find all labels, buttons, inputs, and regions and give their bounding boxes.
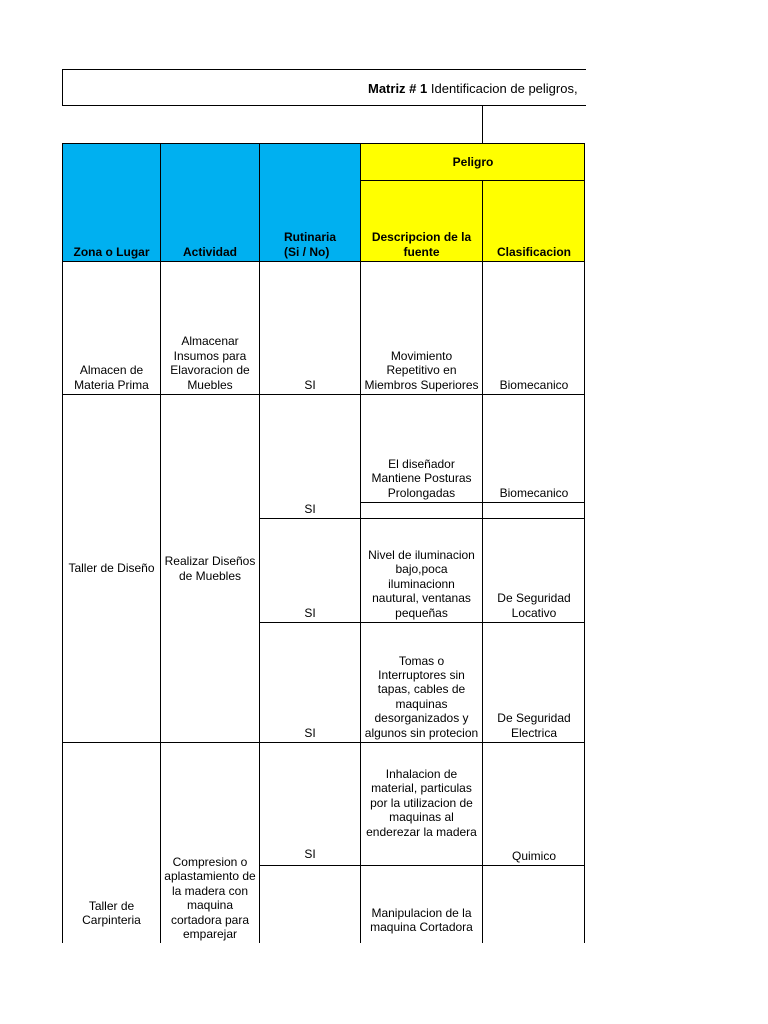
row1-descripcion: Movimiento Repetitivo en Miembros Superiores <box>360 261 482 394</box>
header-peligro: Peligro <box>360 143 585 180</box>
matrix-title-text: Identificacion de peligros, <box>430 81 578 96</box>
row1-rutinaria: SI <box>259 261 360 394</box>
matrix-title-number: Matriz # 1 <box>368 81 428 96</box>
row2a-descripcion: El diseñador Mantiene Posturas Prolongadas <box>360 394 482 502</box>
page-bottom-margin <box>0 943 768 1024</box>
row3a-descripcion: Inhalacion de material, particulas por la utilizacion de maquinas al enderezar la madera <box>360 742 482 865</box>
row3a-rutinaria: SI <box>259 742 360 865</box>
row3a-clasificacion: Quimico <box>482 742 585 865</box>
row1-actividad: Almacenar Insumos para Elavoracion de Muebles <box>160 261 259 394</box>
row3-zona: Taller de Carpinteria <box>62 742 160 962</box>
row2c-rutinaria: SI <box>259 622 360 742</box>
header-actividad: Actividad <box>160 143 259 261</box>
row1-zona: Almacen de Materia Prima <box>62 261 160 394</box>
matrix-title-box <box>62 69 586 106</box>
row2-zona: Taller de Diseño <box>62 394 160 742</box>
row2-actividad: Realizar Diseños de Muebles <box>160 394 259 742</box>
row2c-descripcion: Tomas o Interruptores sin tapas, cables de maquinas desorganizados y algunos sin protecion <box>360 622 482 742</box>
header-descripcion: Descripcion de la fuente <box>360 180 482 261</box>
header-zona: Zona o Lugar <box>62 143 160 261</box>
row2b-descripcion: Nivel de iluminacion bajo,poca iluminacionn nautural, ventanas pequeñas <box>360 518 482 622</box>
row3-actividad: Compresion o aplastamiento de la madera con maquina cortadora para emparejar <box>160 742 259 962</box>
row2a-clasificacion-extra <box>482 502 585 518</box>
row2c-clasificacion: De Seguridad Electrica <box>482 622 585 742</box>
row2a-rutinaria: SI <box>259 394 360 518</box>
title-divider <box>482 106 483 143</box>
row3b-descripcion: Manipulacion de la maquina Cortadora <box>360 865 482 962</box>
row2b-rutinaria: SI <box>259 518 360 622</box>
row2a-descripcion-extra <box>360 502 482 518</box>
row2a-clasificacion: Biomecanico <box>482 394 585 502</box>
header-clasificacion: Clasificacion <box>482 180 585 261</box>
matrix-title <box>368 81 578 96</box>
table-right-border <box>584 143 585 943</box>
row2b-clasificacion: De Seguridad Locativo <box>482 518 585 622</box>
header-rutinaria: Rutinaria (Si / No) <box>259 143 360 261</box>
row1-clasificacion: Biomecanico <box>482 261 585 394</box>
